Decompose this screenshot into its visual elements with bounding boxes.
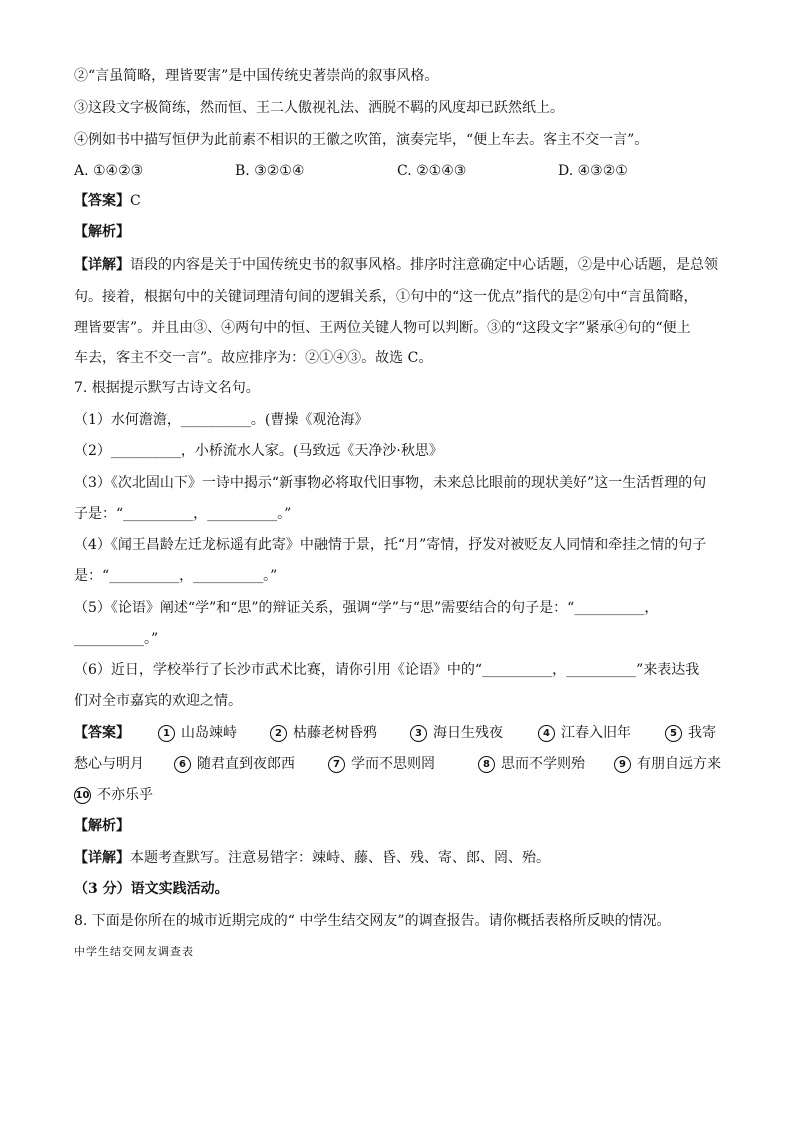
q7-detail: 【详解】本题考查默写。注意易错字：竦峙、藤、昏、残、寄、郎、罔、殆。	[74, 850, 550, 866]
circled-number: 5	[665, 725, 682, 742]
q7-item-4b: 是：“__________，__________。”	[74, 568, 278, 584]
q6-sentence-2: ②“言虽简略，理皆要害”是中国传统史著崇尚的叙事风格。	[74, 68, 439, 84]
answer-item: 9 有朋自远方来	[614, 754, 721, 774]
q6-sentence-4: ④例如书中描写恒伊为此前素不相识的王徽之吹笛，演奏完毕，“便上车去。客主不交一言”。	[74, 132, 649, 148]
detail-tag: 【详解】	[74, 257, 130, 273]
answer-item: 10 不亦乐乎	[75, 787, 153, 803]
answer-item: 2 枯藤老树昏鸦	[270, 723, 377, 743]
q6-detail-line-3: 理皆要害”。并且由③、④两句中的恒、王两位关键人物可以判断。③的“这段文字”紧承④句的“便上	[74, 320, 691, 336]
answer-tag: 【答案】	[74, 725, 130, 741]
q7-item-5b: __________。”	[74, 631, 159, 647]
q7-item-6b: 们对全市嘉宾的欢迎之情。	[74, 693, 242, 709]
q8-title: 8. 下面是你所在的城市近期完成的“ 中学生结交网友”的调查报告。请你概括表格所反映的情况。	[74, 913, 671, 929]
q7-item-6a: （6）近日，学校举行了长沙市武术比赛，请你引用《论语》中的“__________，__________”来表达我	[74, 662, 700, 678]
circled-number: 7	[328, 756, 345, 773]
q7-item-3b: 子是：“__________，__________。”	[74, 506, 292, 522]
answer-item: 6 随君直到夜郎西	[174, 754, 295, 774]
option-c: C. ②①④③	[397, 163, 467, 179]
circled-number: 1	[158, 725, 175, 742]
circled-number: 10	[74, 787, 91, 804]
answer-item: 8 思而不学则殆	[478, 754, 585, 774]
answer-tag: 【答案】	[74, 193, 130, 209]
q6-detail-line-4: 车去，客主不交一言”。故应排序为：②①④③。故选 C。	[74, 350, 433, 366]
answer-item: 1 山岛竦峙	[158, 723, 237, 743]
answer-item: 4 江春入旧年	[538, 723, 631, 743]
q7-answer-line-1	[74, 723, 734, 743]
q7-analysis-tag: 【解析】	[74, 818, 130, 834]
option-b: B. ③②①④	[235, 163, 305, 179]
q6-detail-line-1: 【详解】语段的内容是关于中国传统史书的叙事风格。排序时注意确定中心话题，②是中心话题，是总领	[74, 257, 718, 273]
q7-item-4a: （4）《闻王昌龄左迁龙标遥有此寄》中融情于景，托“月”寄情，抒发对被贬友人同情和牵挂之情的句子	[74, 537, 707, 553]
q7-item-2: （2）__________，小桥流水人家。(马致远《天净沙·秋思》	[74, 443, 443, 459]
q7-item-5a: （5）《论语》阐述“学”和“思”的辩证关系，强调“学”与“思”需要结合的句子是：“__________，	[74, 600, 659, 616]
circled-number: 9	[614, 756, 631, 773]
detail-tag: 【详解】	[74, 850, 130, 866]
q6-answer	[74, 191, 734, 211]
answer-value: C	[130, 193, 141, 209]
option-a: A. ①④②③	[74, 163, 144, 179]
answer-item: 5 我寄	[665, 723, 716, 743]
q7-item-3a: （3）《次北固山下》一诗中揭示“新事物必将取代旧事物，未来总比眼前的现状美好”这一生活哲理的句	[74, 475, 707, 491]
q7-item-1: （1）水何澹澹，__________。(曹操《观沧海》	[74, 412, 369, 428]
answer-item: 3 海日生残夜	[410, 723, 503, 743]
q6-options	[74, 161, 734, 181]
section-title: （3 分）语文实践活动。	[74, 881, 229, 897]
answer-item: 7 学而不思则罔	[328, 754, 435, 774]
q6-analysis-tag: 【解析】	[74, 224, 130, 240]
circled-number: 8	[478, 756, 495, 773]
circled-number: 3	[410, 725, 427, 742]
q7-title: 7. 根据提示默写古诗文名句。	[74, 380, 260, 396]
circled-number: 2	[270, 725, 287, 742]
circled-number: 4	[538, 725, 555, 742]
answer-item-continued: 愁心与明月	[74, 756, 144, 772]
q6-detail-line-2: 句。接着，根据句中的关键词理清句间的逻辑关系，①句中的“这一优点”指代的是②句中“言虽简略，	[74, 289, 698, 305]
table-caption: 中学生结交网友调查表	[74, 945, 194, 958]
q7-answer-line-2	[74, 754, 734, 774]
q7-answer-line-3	[74, 785, 734, 805]
q6-sentence-3: ③这段文字极简练，然而恒、王二人傲视礼法、洒脱不羁的风度却已跃然纸上。	[74, 100, 564, 116]
circled-number: 6	[174, 756, 191, 773]
option-d: D. ④③②①	[558, 163, 628, 179]
